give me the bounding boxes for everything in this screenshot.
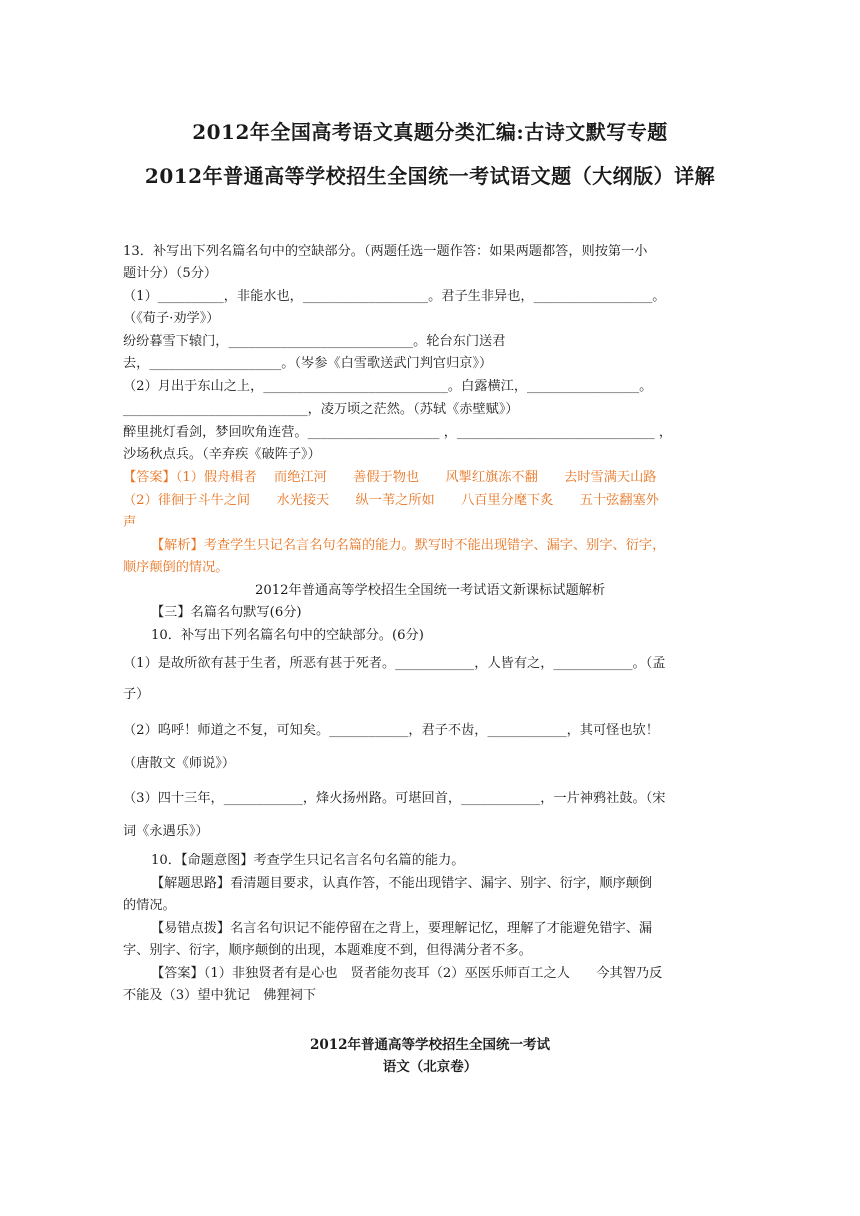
question-text: （3）四十三年，____________，烽火扬州路。可堪回首，____________，一片神鸦社鼓。（宋: [123, 791, 666, 806]
question-text: （1）是故所欲有甚于生者，所恶有甚于死者。____________，人皆有之，____________。（孟: [123, 656, 666, 671]
question-text: 子）: [123, 687, 150, 702]
answer-text: 【答案】（1）非独贤者有是心也 贤者能勿丧耳（2）巫医乐师百工之人 今其智乃反: [151, 966, 663, 981]
question-text: （2）呜呼！师道之不复，可知矣。____________，君子不齿，____________，其可怪也欤！: [123, 723, 659, 738]
answer-text: （2）徘徊于斗牛之间 水光接天 纵一苇之所如 八百里分麾下炙 五十弦翻塞外: [123, 493, 659, 508]
analysis-text: 【解析】考查学生只记名言名句名篇的能力。默写时不能出现错字、漏字、别字、衍字，: [151, 538, 666, 553]
error-tip-text: 字、别字、衍字，顺序颠倒的出现，本题难度不到，但得满分者不多。: [123, 943, 532, 958]
page-subtitle: 2012年普通高等学校招生全国统一考试语文题（大纲版）详解: [144, 164, 716, 188]
answer-text: 【答案】（1）假舟楫者 而绝江河 善假于物也 风掣红旗冻不翻 去时雪满天山路: [123, 470, 657, 485]
error-tip-text: 【易错点拨】名言名句识记不能停留在之背上，要理解记忆，理解了才能避免错字、漏: [151, 921, 653, 936]
question-text: 醉里挑灯看剑，梦回吹角连营。____________________ ，______________________________ ，: [123, 425, 673, 440]
question-text: （《荀子·劝学》）: [123, 311, 220, 326]
idea-text: 的情况。: [123, 898, 176, 913]
section-heading: 2012年普通高等学校招生全国统一考试: [309, 1037, 551, 1053]
page-title: 2012年全国高考语文真题分类汇编:古诗文默写专题: [192, 120, 668, 144]
answer-text: 声: [123, 515, 137, 530]
intent-text: 10．【命题意图】考查学生只记名言名句名篇的能力。: [151, 853, 465, 868]
question-text: 题计分）（5分）: [123, 266, 218, 281]
question-text: （1）__________，非能水也，___________________。君子生非异也，__________________。: [123, 289, 666, 304]
question-text: 13．补写出下列名篇名句中的空缺部分。（两题任选一题作答：如果两题都答，则按第一小: [123, 244, 648, 259]
question-text: 词《永遇乐》）: [123, 824, 209, 839]
answer-text: 不能及（3）望中犹记 佛狸祠下: [123, 988, 317, 1003]
question-text: 去，____________________。（岑参《白雪歌送武门判官归京》）: [123, 356, 493, 371]
question-text: ____________________________，凌万顷之茫然。（苏轼《赤壁赋》）: [123, 402, 519, 417]
question-text: 纷纷暮雪下辕门，____________________________。轮台东门送君: [123, 334, 506, 349]
question-text: （2）月出于东山之上，____________________________。白露横江，_________________。: [123, 379, 653, 394]
part-heading: 【三】名篇名句默写(6分): [151, 605, 302, 620]
section-heading: 2012年普通高等学校招生全国统一考试语文新课标试题解析: [254, 583, 606, 598]
section-subheading: 语文（北京卷）: [382, 1059, 478, 1075]
question-text: 沙场秋点兵。（辛弃疾《破阵子》）: [123, 447, 321, 462]
analysis-text: 顺序颠倒的情况。: [123, 560, 229, 575]
question-text: （唐散文《师说》）: [123, 756, 236, 771]
idea-text: 【解题思路】看清题目要求，认真作答，不能出现错字、漏字、别字、衍字，顺序颠倒: [151, 876, 653, 891]
question-text: 10．补写出下列名篇名句中的空缺部分。(6分): [151, 628, 424, 643]
